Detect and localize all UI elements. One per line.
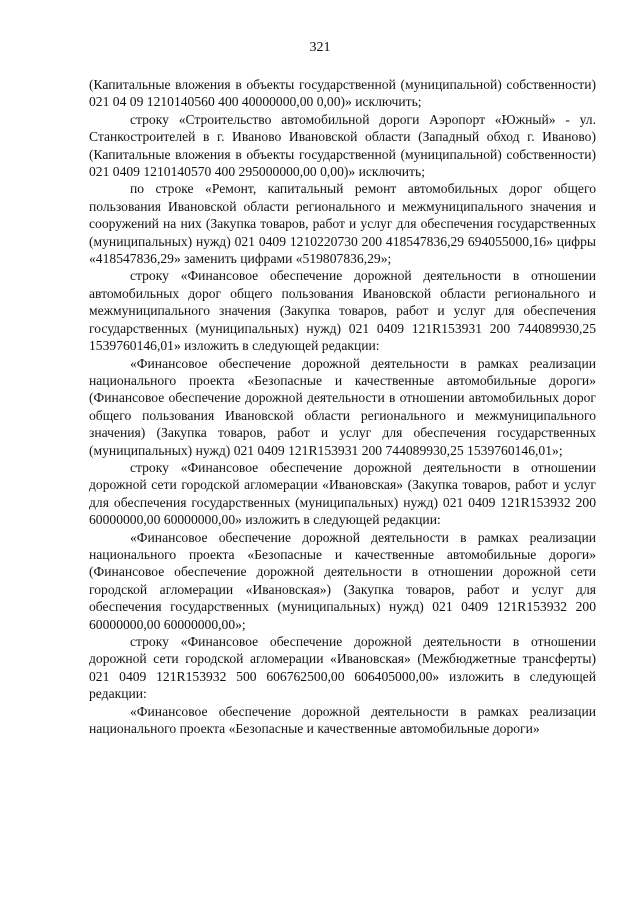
paragraph: «Финансовое обеспечение дорожной деятельности в рамках реализации национального проекта «Безопасные и качественные автомобильные дороги» (Финансовое обеспечение дорожной деятельности в отношении дорожной сети городской агломерации «Ивановская») (Закупка товаров, работ и услуг для обеспечения государственных (муниципальных) нужд) 021 0409 121R153932 200 60000000,00 60000000,00»; (89, 529, 596, 632)
paragraph: строку «Финансовое обеспечение дорожной деятельности в отношении дорожной сети городской агломерации «Ивановская» (Межбюджетные трансферты) 021 0409 121R153932 500 606762500,00 606405000,00» изложить в следующей редакции: (89, 634, 596, 702)
paragraph: «Финансовое обеспечение дорожной деятельности в рамках реализации национального проекта «Безопасные и качественные автомобильные дороги» (89, 703, 596, 737)
document-body (89, 76, 596, 737)
paragraph: строку «Финансовое обеспечение дорожной деятельности в отношении автомобильных дорог общего пользования Ивановской области регионального и межмуниципального значения (Закупка товаров, работ и услуг для обеспечения государственных (муниципальных) нужд) 021 0409 121R153931 200 744089930,25 1539760146,01» изложить в следующей редакции: (89, 268, 596, 354)
paragraph: «Финансовое обеспечение дорожной деятельности в рамках реализации национального проекта «Безопасные и качественные автомобильные дороги» (Финансовое обеспечение дорожной деятельности в отношении автомобильных дорог общего пользования Ивановской области регионального и межмуниципального значения) (Закупка товаров, работ и услуг для обеспечения государственных (муниципальных) нужд) 021 0409 121R153931 200 744089930,25 1539760146,01»; (89, 355, 596, 458)
paragraph: строку «Строительство автомобильной дороги Аэропорт «Южный» - ул. Станкостроителей в г. Иваново Ивановской области (Западный обход г. Иваново) (Капитальные вложения в объекты государственной (муниципальной) собственности) 021 0409 1210140570 400 295000000,00 0,00)» исключить; (89, 111, 596, 180)
paragraph: строку «Финансовое обеспечение дорожной деятельности в отношении дорожной сети городской агломерации «Ивановская» (Закупка товаров, работ и услуг для обеспечения государственных (муниципальных) нужд) 021 0409 121R153932 200 60000000,00 60000000,00» изложить в следующей редакции: (89, 459, 596, 528)
paragraph: по строке «Ремонт, капитальный ремонт автомобильных дорог общего пользования Ивановской области регионального и межмуниципального значения и сооружений на них (Закупка товаров, работ и услуг для обеспечения государственных (муниципальных) нужд) 021 0409 1210220730 200 418547836,29 694055000,16» цифры «418547836,29» заменить цифрами «519807836,29»; (89, 181, 596, 267)
page-number: 321 (309, 40, 331, 55)
paragraph: (Капитальные вложения в объекты государственной (муниципальной) собственности) 021 04 09 1210140560 400 40000000,00 0,00)» исключить; (89, 77, 596, 110)
